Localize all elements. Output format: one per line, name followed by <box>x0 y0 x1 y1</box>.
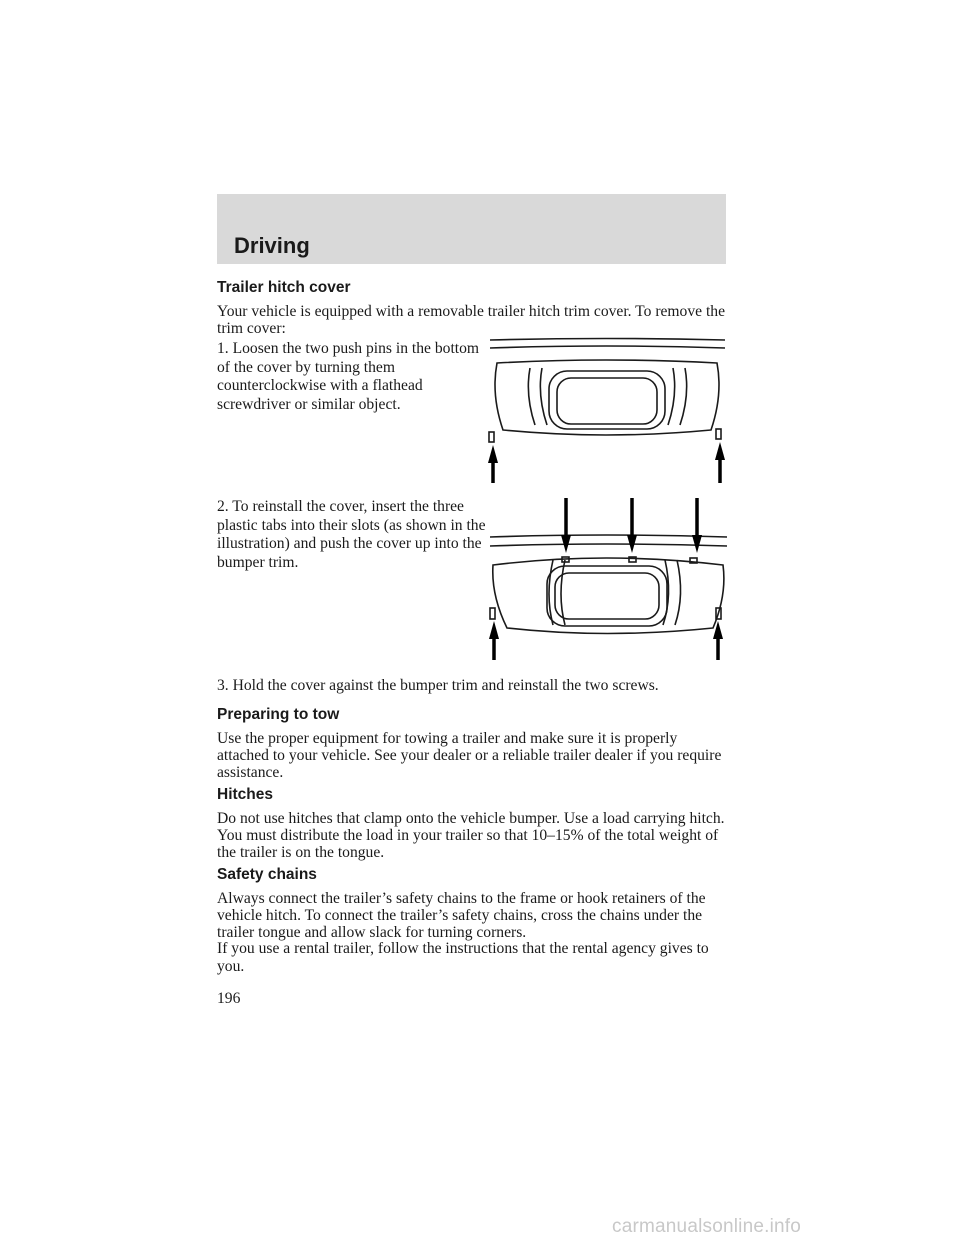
arrow-left-pin <box>489 621 499 660</box>
cover-contour <box>528 368 535 425</box>
cover-contour <box>680 368 687 425</box>
arrow-right-pin <box>715 442 725 483</box>
tab-center <box>629 557 636 562</box>
bumper-trim-line <box>490 346 725 348</box>
cover-contour <box>540 368 547 425</box>
hitch-cover-tabs-illustration <box>485 495 730 665</box>
bumper-trim-line <box>490 535 727 537</box>
hitch-opening-inner <box>555 573 659 619</box>
intro-paragraph: Your vehicle is equipped with a removable trailer hitch trim cover. To remove the trim cover: <box>217 303 726 337</box>
hitch-opening-outer <box>547 566 667 626</box>
cover-contour <box>668 368 675 425</box>
arrow-right-pin <box>713 621 723 660</box>
bumper-trim-line <box>490 339 725 341</box>
safety-chains-paragraph-2: If you use a rental trailer, follow the instructions that the rental agency gives to you. <box>217 940 709 975</box>
cover-contour <box>549 560 553 625</box>
arrow-left-pin <box>488 445 498 483</box>
push-pin-left <box>490 608 495 619</box>
hitch-cover-pushpins-illustration <box>485 335 730 485</box>
step-3-text: 3. Hold the cover against the bumper trim and reinstall the two screws. <box>217 677 659 694</box>
heading-safety-chains: Safety chains <box>217 866 317 883</box>
bumper-trim-line <box>490 544 727 546</box>
hitch-opening-outer <box>549 371 665 429</box>
heading-trailer-hitch-cover: Trailer hitch cover <box>217 279 351 296</box>
hitches-paragraph: Do not use hitches that clamp onto the vehicle bumper. Use a load carrying hitch. You must distribute the load in your trailer so that 10–15% of the total weight of the trailer is on the tongue. <box>217 810 725 861</box>
watermark: carmanualsonline.info <box>612 1216 802 1237</box>
step-2-text: 2. To reinstall the cover, insert the three plastic tabs into their slots (as shown in the illustration) and push the cover up into the bumper trim. <box>217 498 486 571</box>
step-1-text: 1. Loosen the two push pins in the bottom of the cover by turning them counterclockwise with a flathead screwdriver or similar object. <box>217 340 480 413</box>
heading-hitches: Hitches <box>217 786 273 803</box>
push-pin-right <box>716 429 721 439</box>
hitch-opening-inner <box>557 378 657 424</box>
tab-right <box>690 558 697 563</box>
heading-preparing-to-tow: Preparing to tow <box>217 706 340 723</box>
page-number: 196 <box>217 990 241 1007</box>
cover-contour <box>675 560 681 625</box>
safety-chains-paragraph-1: Always connect the trailer’s safety chains to the frame or hook retainers of the vehicle hitch. To connect the trailer’s safety chains, cross the chains under the trailer tongue and allow slack for turning corners. <box>217 890 706 941</box>
push-pin-left <box>489 432 494 442</box>
cover-contour <box>561 560 565 625</box>
preparing-paragraph: Use the proper equipment for towing a trailer and make sure it is properly attached to your vehicle. See your dealer or a reliable trailer dealer if you require assistance. <box>217 730 722 781</box>
section-title: Driving <box>234 233 310 258</box>
hitch-cover-outline <box>493 558 724 634</box>
